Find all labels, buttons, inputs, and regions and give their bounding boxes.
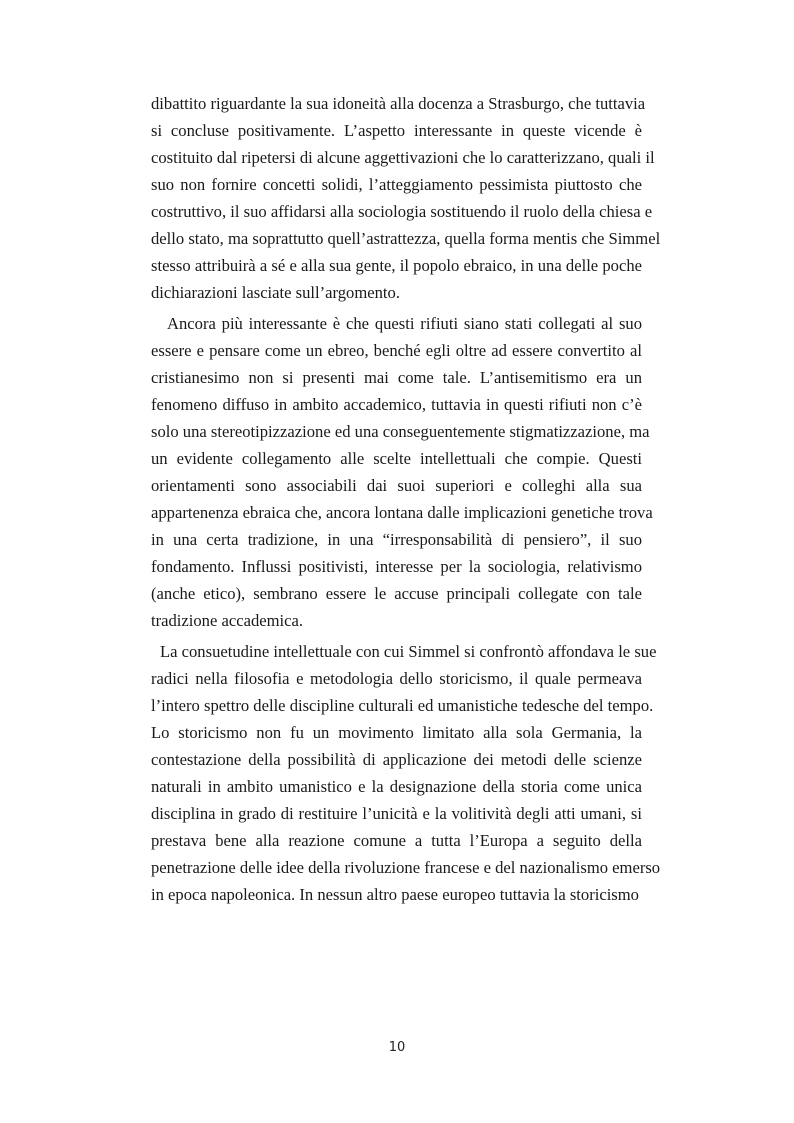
text-line: costruttivo, il suo affidarsi alla sociologia sostituendo il ruolo della chiesa e bbox=[151, 202, 653, 221]
text-line: fenomeno diffuso in ambito accademico, tuttavia in questi rifiuti non c’è bbox=[151, 395, 642, 414]
text-line: fondamento. Influssi positivisti, interesse per la sociologia, relativismo bbox=[151, 557, 642, 576]
text-line: Ancora più interessante è che questi rifiuti siano stati collegati al suo bbox=[167, 314, 642, 333]
text-line: in epoca napoleonica. In nessun altro paese europeo tuttavia la storicismo bbox=[151, 885, 639, 904]
text-line: costituito dal ripetersi di alcune aggettivazioni che lo caratterizzano, quali il bbox=[151, 148, 655, 167]
text-line: La consuetudine intellettuale con cui Simmel si confrontò affondava le sue bbox=[160, 642, 657, 661]
text-line: si concluse positivamente. L’aspetto interessante in queste vicende è bbox=[151, 121, 642, 140]
text-line: penetrazione delle idee della rivoluzione francese e del nazionalismo emerso bbox=[151, 858, 661, 877]
text-line: prestava bene alla reazione comune a tutta l’Europa a seguito della bbox=[151, 831, 642, 850]
text-line: appartenenza ebraica che, ancora lontana dalle implicazioni genetiche trova bbox=[151, 503, 653, 522]
text-line: solo una stereotipizzazione ed una conseguentemente stigmatizzazione, ma bbox=[151, 422, 650, 441]
text-line: cristianesimo non si presenti mai come tale. L’antisemitismo era un bbox=[151, 368, 642, 387]
text-line: essere e pensare come un ebreo, benché egli oltre ad essere convertito al bbox=[151, 341, 642, 360]
text-line: Lo storicismo non fu un movimento limitato alla sola Germania, la bbox=[151, 723, 642, 742]
page-number: 10 bbox=[388, 1040, 406, 1055]
text-line: naturali in ambito umanistico e la designazione della storia come unica bbox=[151, 777, 642, 796]
text-line: dello stato, ma soprattutto quell’astrattezza, quella forma mentis che Simmel bbox=[151, 229, 661, 248]
text-line: disciplina in grado di restituire l’unicità e la volitività degli atti umani, si bbox=[151, 804, 642, 823]
text-line: contestazione della possibilità di applicazione dei metodi delle scienze bbox=[151, 750, 642, 769]
text-line: un evidente collegamento alle scelte intellettuali che compie. Questi bbox=[151, 449, 642, 468]
text-line: in una certa tradizione, in una “irresponsabilità di pensiero”, il suo bbox=[151, 530, 642, 549]
text-line: orientamenti sono associabili dai suoi superiori e colleghi alla sua bbox=[151, 476, 642, 495]
text-line: stesso attribuirà a sé e alla sua gente, il popolo ebraico, in una delle poche bbox=[151, 256, 642, 275]
text-line: dibattito riguardante la sua idoneità alla docenza a Strasburgo, che tuttavia bbox=[151, 94, 646, 113]
text-line: (anche etico), sembrano essere le accuse principali collegate con tale bbox=[151, 584, 642, 603]
text-line: dichiarazioni lasciate sull’argomento. bbox=[151, 283, 400, 302]
text-line: suo non fornire concetti solidi, l’atteggiamento pessimista piuttosto che bbox=[151, 175, 642, 194]
text-line: radici nella filosofia e metodologia dello storicismo, il quale permeava bbox=[151, 669, 642, 688]
text-line: l’intero spettro delle discipline culturali ed umanistiche tedesche del tempo. bbox=[151, 696, 654, 715]
text-line: tradizione accademica. bbox=[151, 611, 304, 630]
